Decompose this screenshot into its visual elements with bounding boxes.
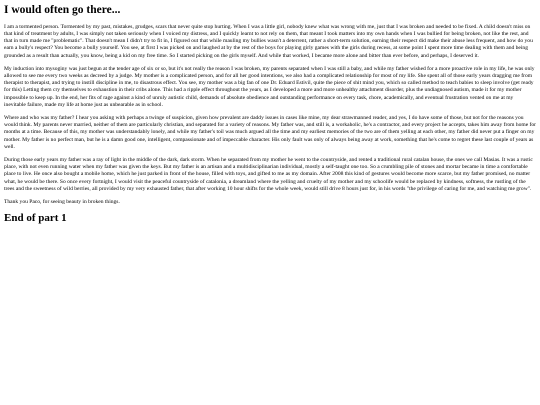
section-end-heading: End of part 1 bbox=[4, 212, 67, 225]
paragraph-1: I am a tormented person. Tormented by my past, mistakes, grudges, scars that never quite stop hurting. When I was a little girl, nobody knew what was wrong with me, just that I was broken and needed to be fixed. A child doesn't miss on that kind of treatment by adults, I was simply not taken seriously when I voiced my distress, and I quickly learnt to not rely on them, that meant I took matters into my own hands when I was bullied for being broken, not like the rest, and that in turn made me "problematic". That doesn't mean I didn't try to fit in, I figured out that while mauling my bullies wasn't a deterrent, rather a short-term solution, earning their respect did make their abuse less frequent, and how do you earn a bully's respect? You become a bully yourself. You see, at first I was picked on and laughed at by the rest of the boys for playing girly games with the girls during recess, at some point I spent more time dealing with them and being grounded as a result than actually, you know, being a kid on my free time. So I started picking on the girls myself. And while that worked, I became more alone and bitter than ever before, and perhaps, I deserved it. bbox=[4, 23, 533, 59]
paragraph-4: During those early years my father was a ray of light in the middle of the dark, dark storm. When he separated from my mother he went to the countryside, and rented a traditional rural catalan house, the ones we call Masias. It was a rustic place, with not even running water when my father was given the keys. But my father is an artisan and a multidisciplinarian individual, mostly a self-taught one too. So a crumbling pile of stones and mortar became in time a comfortable place to live. He once also bought a mobile home, which he just parked in front of the house, filled with toys, and gifted to me as my domain. After 2008 this kind of gestures would become more scarce, but my father promised, no matter what, he would be there. So once every fortnight, I would visit the peaceful countryside of catalonia, a dreamland where the yelling and cruelty of my mother and my schoolife would be replaced by kindness, softness, the rustling of the trees and the sweetness of wild berries, all provided by my very exhausted father, that after working 10 hour shifts for the whole week, would still drive 8 hours just for, in his words "the privilege of caring for me, and watching me grow". bbox=[4, 157, 533, 192]
paragraph-3: Where and who was my father? I hear you asking with perhaps a twinge of suspicion, given how prevalent are daddy issues in cases like mine, my dear strawmanned reader, and yes, I do have some of those, but not for the reasons you would think. My parents never married, neither of them are particularly christian, and separated for a variety of reasons. My father was, and still is, a workaholic, he's a contractor, and every project he accepts, takes him away from home for months at a time. Because of this, my mother was understandably lonely, and while my father's toil was much argued all the time and my earliest memories of the two are of them yelling at each other, my father did never put a finger on my mother. My father is no perfect man, but he is a damn good one, intelligent, compassionate and of impeccable character. His only fault was only of always being away at work, something that he's come to regret these last couple of years as well. bbox=[4, 115, 537, 150]
paragraph-5: Thank you Paco, for seeing beauty in broken things. bbox=[4, 199, 120, 206]
page-title: I would often go there... bbox=[4, 4, 121, 16]
paragraph-2: My induction into mysoginy was just begun at the tender age of six or so, but it's not really the reason I was broken, my parents separated when I was still a baby, and while my father wished for a more proactive role in my life, he was only allowed to see me every two weeks as decreed by a judge. My mother is a complicated person, and for all her good intentions, we also had a complicated relationship for most of my life. She spent all of those early years dragging me from therapist to therapist, and trying to instill discipline in me, to disastrous effect. You see, my mother was a big fan of one Dr. Eduard Estivil, quite the piece of shit mind you, which so called method to teach babies to sleep involve (get ready for this) Letting them cry themselves to exhaustion in their cribs alone. This had a ripple effect throughout the years, as I developed a more and more unhealthy attachment disorder, plus the undiagnosed autism, made it for my mother impossible to keep up. In the end, her fits of rage against a kind of unruly autistic child, demands of absolute obedience and outstanding performance on every task, chore, academically, and eventual frustration vented on me at my inevitable failure, made my life at home just as unbearable as in school. bbox=[4, 65, 535, 108]
